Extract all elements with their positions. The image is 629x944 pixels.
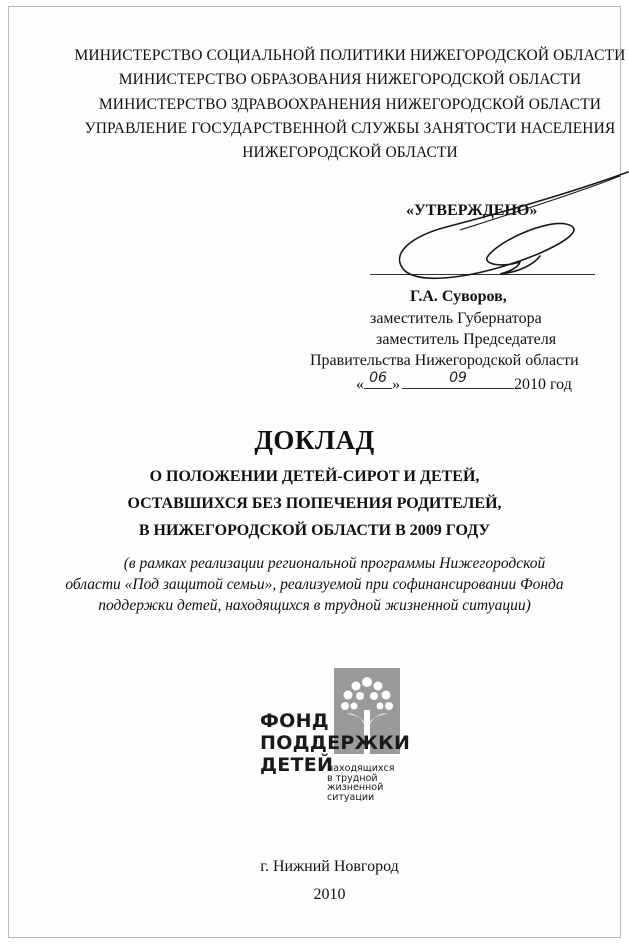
date-year: 2010 год	[514, 376, 572, 393]
signer-name: Г.А. Суворов,	[410, 288, 507, 305]
logo-word: ПОДДЕРЖКИ	[260, 732, 411, 754]
logo-tagline-line: жизненной	[327, 782, 384, 794]
report-subtitle	[0, 463, 629, 544]
ministry-line: МИНИСТЕРСТВО ОБРАЗОВАНИЯ НИЖЕГОРОДСКОЙ ОБЛАСТИ	[118, 71, 582, 89]
city: г. Нижний Новгород	[260, 858, 399, 875]
ministry-line: МИНИСТЕРСТВО СОЦИАЛЬНОЙ ПОЛИТИКИ НИЖЕГОРОДСКОЙ ОБЛАСТИ	[74, 47, 626, 64]
year: 2010	[313, 886, 346, 903]
ministries-header	[40, 44, 629, 165]
approved-title: «УТВЕРЖДЕНО»	[406, 202, 538, 219]
report-title: ДОКЛАД	[254, 425, 375, 455]
date-quote: «	[356, 376, 364, 393]
date-quote: »	[392, 376, 400, 393]
handwritten-signature	[370, 168, 629, 298]
ministry-line: УПРАВЛЕНИЕ ГОСУДАРСТВЕННОЙ СЛУЖБЫ ЗАНЯТОСТИ НАСЕЛЕНИЯ	[84, 119, 616, 137]
note-line: области «Под защитой семьи», реализуемой при софинансировании Фонда	[65, 576, 564, 593]
fund-logo	[258, 668, 428, 808]
logo-tagline	[327, 764, 394, 802]
report-note	[0, 553, 629, 616]
subtitle-line: ОСТАВШИХСЯ БЕЗ ПОПЕЧЕНИЯ РОДИТЕЛЕЙ,	[127, 495, 502, 512]
signer-role: заместитель Губернатора	[370, 310, 542, 327]
signer-role: Правительства Нижегородской области	[310, 352, 579, 369]
approval-date	[356, 372, 572, 394]
subtitle-line: О ПОЛОЖЕНИИ ДЕТЕЙ-СИРОТ И ДЕТЕЙ,	[149, 468, 480, 485]
date-month: 09	[449, 370, 467, 386]
subtitle-line: В НИЖЕГОРОДСКОЙ ОБЛАСТИ В 2009 ГОДУ	[138, 522, 491, 539]
signer-role: заместитель Председателя	[376, 331, 557, 348]
logo-word: ДЕТЕЙ	[260, 754, 334, 776]
note-line: поддержки детей, находящихся в трудной жизненной ситуации)	[98, 597, 531, 614]
ministry-line: НИЖЕГОРОДСКОЙ ОБЛАСТИ	[242, 144, 458, 162]
date-month-blank	[402, 372, 514, 389]
logo-tagline-line: ситуации	[327, 791, 375, 803]
logo-tagline-line: находящихся	[327, 763, 395, 774]
date-day: 06	[369, 370, 387, 386]
logo-word: ФОНД	[260, 710, 330, 732]
note-line: (в рамках реализации региональной программы Нижегородской	[123, 555, 546, 572]
ministry-line: МИНИСТЕРСТВО ЗДРАВООХРАНЕНИЯ НИЖЕГОРОДСКОЙ ОБЛАСТИ	[98, 95, 602, 113]
logo-tagline-line: в трудной	[327, 772, 378, 784]
date-day-blank	[364, 372, 392, 389]
